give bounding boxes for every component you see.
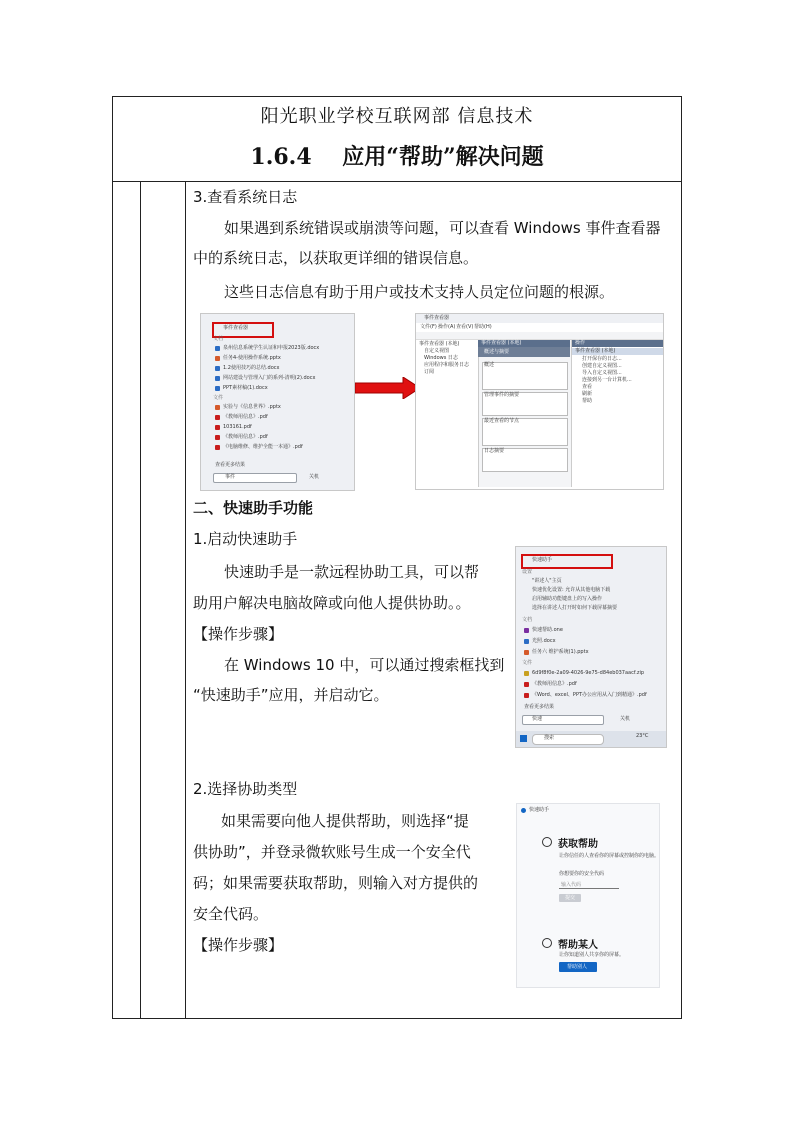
sectionb-para-line3: 码；如果需要获取帮助，则输入对方提供的 <box>193 874 479 892</box>
get-help-title: 获取帮助 <box>558 839 598 850</box>
section2-para1-line1: 快速助手是一款远程协助工具，可以帮 <box>224 563 480 581</box>
section-files: 文件 <box>213 395 224 401</box>
section2-steps-label: 【操作步骤】 <box>193 625 284 643</box>
actions-title-bar <box>572 340 663 347</box>
window-title: 快速助手 <box>529 807 550 813</box>
table-border-right <box>681 96 682 1019</box>
shutdown-label: 关机 <box>309 474 320 480</box>
pdf-icon <box>524 693 529 698</box>
table-border-bottom <box>112 1018 682 1019</box>
pdf-icon <box>215 445 220 450</box>
highlight-label: 快速助手 <box>532 557 553 563</box>
file-item: 《Word、excel、PPT办公应用从入门到精通》.pdf <box>532 692 647 698</box>
file-item: 《电脑维修、维护全能一本通》.pdf <box>223 444 303 450</box>
section2-para1-line2: 助用户解决电脑故障或向他人提供协助。。 <box>193 594 471 612</box>
doc-item: 任务4-使用操作系统.pptx <box>223 355 281 361</box>
help-someone-icon <box>542 938 552 948</box>
file-item: 6d9f8f0e-2a09-4026-9e75-d84eb037aacf.zip <box>532 670 645 676</box>
submit-label: 提交 <box>565 895 576 901</box>
get-help-icon <box>542 837 552 847</box>
section3-para2: 这些日志信息有助于用户或技术支持人员定位问题的根源。 <box>224 283 615 301</box>
section2-para2-line2: “快速助手”应用，并启动它。 <box>193 686 389 704</box>
ppt-icon <box>215 356 220 361</box>
taskbar-search-text: 搜索 <box>544 735 555 741</box>
help-button-label: 帮助别人 <box>567 964 588 970</box>
search-box-text: 快速 <box>532 716 543 722</box>
window-title: 事件查看器 <box>424 315 450 321</box>
actions-sub: 事件查看器 (本地) <box>575 348 616 354</box>
zip-icon <box>524 671 529 676</box>
overview-box <box>482 362 568 390</box>
windows-logo-icon <box>520 735 527 742</box>
doc-item: PPT素材稿(1).docx <box>223 385 268 391</box>
weather-label: 23°C <box>636 733 649 739</box>
toolbar <box>416 332 663 340</box>
pdf-icon <box>215 425 220 430</box>
action-item: 刷新 <box>582 391 593 397</box>
pdf-icon <box>215 415 220 420</box>
sectionb-para-line1: 如果需要向他人提供帮助，则选择“提 <box>221 812 469 830</box>
tree-item: 应用程序和服务日志 <box>424 362 470 368</box>
tree-item: 订阅 <box>424 369 435 375</box>
section-log: 日志摘要 <box>484 448 505 454</box>
sectionb-steps-label: 【操作步骤】 <box>193 936 284 954</box>
word-icon <box>215 346 220 351</box>
section-docs: 文档 <box>213 336 224 342</box>
action-item: 打开保存的日志... <box>582 356 622 362</box>
section3-heading: 3.查看系统日志 <box>193 188 298 206</box>
help-someone-title: 帮助某人 <box>558 940 598 951</box>
section2-para2-line1: 在 Windows 10 中，可以通过搜索框找到 <box>224 656 505 674</box>
table-border-header <box>112 181 682 182</box>
sectionb-heading: 2.选择协助类型 <box>193 780 298 798</box>
start-menu-screenshot <box>200 313 355 491</box>
menu-item: 操作(A) <box>438 324 456 330</box>
actions-title: 操作 <box>575 340 586 346</box>
more-results: 查看更多结果 <box>524 704 555 710</box>
setting-item: 快速优化设置: 允许从其他电脑下载 <box>532 587 611 593</box>
code-placeholder: 输入代码 <box>561 882 582 888</box>
setting-item: "讲述人"主页 <box>532 578 562 584</box>
action-item: 帮助 <box>582 398 593 404</box>
section3-para1-line1: 如果遇到系统错误或崩溃等问题，可以查看 Windows 事件查看器 <box>224 219 661 237</box>
table-border-left <box>112 96 113 1019</box>
action-item: 查看 <box>582 384 593 390</box>
word-icon <box>215 366 220 371</box>
get-help-desc: 让你信任的人查看你的屏幕或控制你的电脑。 <box>559 853 660 859</box>
section2-sub1: 1.启动快速助手 <box>193 530 298 548</box>
doc-item: 1.2使用技巧的总结.docx <box>223 365 280 371</box>
doc-item: 光照.docx <box>532 638 556 644</box>
section3-para1-line2: 中的系统日志，以获取更详细的错误信息。 <box>193 249 479 267</box>
section-settings: 设置 <box>522 569 533 575</box>
file-item: 《教师用信息》.pdf <box>532 681 577 687</box>
action-item: 导入自定义视图... <box>582 370 622 376</box>
highlight-label: 事件查看器 <box>223 325 249 331</box>
sectionb-para-line4: 安全代码。 <box>193 905 269 923</box>
doc-item: 网站建设与管理入门的系列-清明(2).docx <box>223 375 316 381</box>
tree-item: 自定义视图 <box>424 348 450 354</box>
red-arrow-icon <box>355 377 421 399</box>
doc-item: 任务六 维护系统(1).pptx <box>532 649 589 655</box>
lesson-title: 1.6.4 应用“帮助”解决问题 <box>250 144 544 170</box>
pdf-icon <box>215 435 220 440</box>
menu-item: 查看(V) <box>456 324 474 330</box>
shutdown-label: 关机 <box>620 716 631 722</box>
file-item: 《教师用信息》.pdf <box>223 414 268 420</box>
tree-item: Windows 日志 <box>424 355 458 361</box>
center-header: 事件查看器 (本地) <box>481 340 522 346</box>
code-label: 你想要你的安全代码 <box>559 871 605 877</box>
ppt-icon <box>215 405 220 410</box>
section-docs: 文档 <box>522 617 533 623</box>
tree-item: 事件查看器 (本地) <box>419 341 460 347</box>
table-divider-2 <box>185 181 186 1019</box>
word-icon <box>215 386 220 391</box>
file-item: 《教师用信息》.pdf <box>223 434 268 440</box>
setting-item: 启用辅助功能键盘上的写入操作 <box>532 596 603 602</box>
action-item: 连接到另一台计算机... <box>582 377 632 383</box>
ppt-icon <box>524 650 529 655</box>
quick-assist-search-screenshot <box>515 546 667 748</box>
word-icon <box>215 376 220 381</box>
more-results: 查看更多结果 <box>215 462 246 468</box>
menu-item: 文件(F) <box>420 324 437 330</box>
menu-item: 帮助(H) <box>474 324 492 330</box>
table-divider-1 <box>140 181 141 1019</box>
center-title: 概述与摘要 <box>484 349 510 355</box>
action-item: 创建自定义视图... <box>582 363 622 369</box>
window-icon <box>521 808 526 813</box>
section-files: 文件 <box>522 660 533 666</box>
help-desc: 让你知道别人共享你的屏幕。 <box>559 952 625 958</box>
search-box-text: 事件 <box>225 474 236 480</box>
taskbar-search-box <box>532 734 604 745</box>
section-overview: 概述 <box>484 362 495 368</box>
file-item: 103161.pdf <box>223 424 252 430</box>
pdf-icon <box>524 682 529 687</box>
event-viewer-screenshot <box>415 313 664 490</box>
section-summary: 管理事件的摘要 <box>484 392 520 398</box>
school-name: 阳光职业学校互联网部 信息技术 <box>260 106 534 127</box>
file-item: 实验与《信息世界》.pptx <box>223 404 281 410</box>
onenote-icon <box>524 628 529 633</box>
section-recent: 最近查看的节点 <box>484 418 520 424</box>
setting-item: 选择在讲述人打开时如何下载屏幕摘要 <box>532 605 618 611</box>
word-icon <box>524 639 529 644</box>
sectionb-para-line2: 供协助”，并登录微软账号生成一个安全代 <box>193 843 471 861</box>
title-bar <box>416 314 663 323</box>
section2-heading: 二、快速助手功能 <box>193 499 314 517</box>
quick-assist-window-screenshot <box>516 803 660 988</box>
doc-item: 快速帮助.one <box>532 627 563 633</box>
doc-item: 泉州信息系统学生认证和申报2023版.docx <box>223 345 320 351</box>
table-border-top <box>112 96 682 97</box>
